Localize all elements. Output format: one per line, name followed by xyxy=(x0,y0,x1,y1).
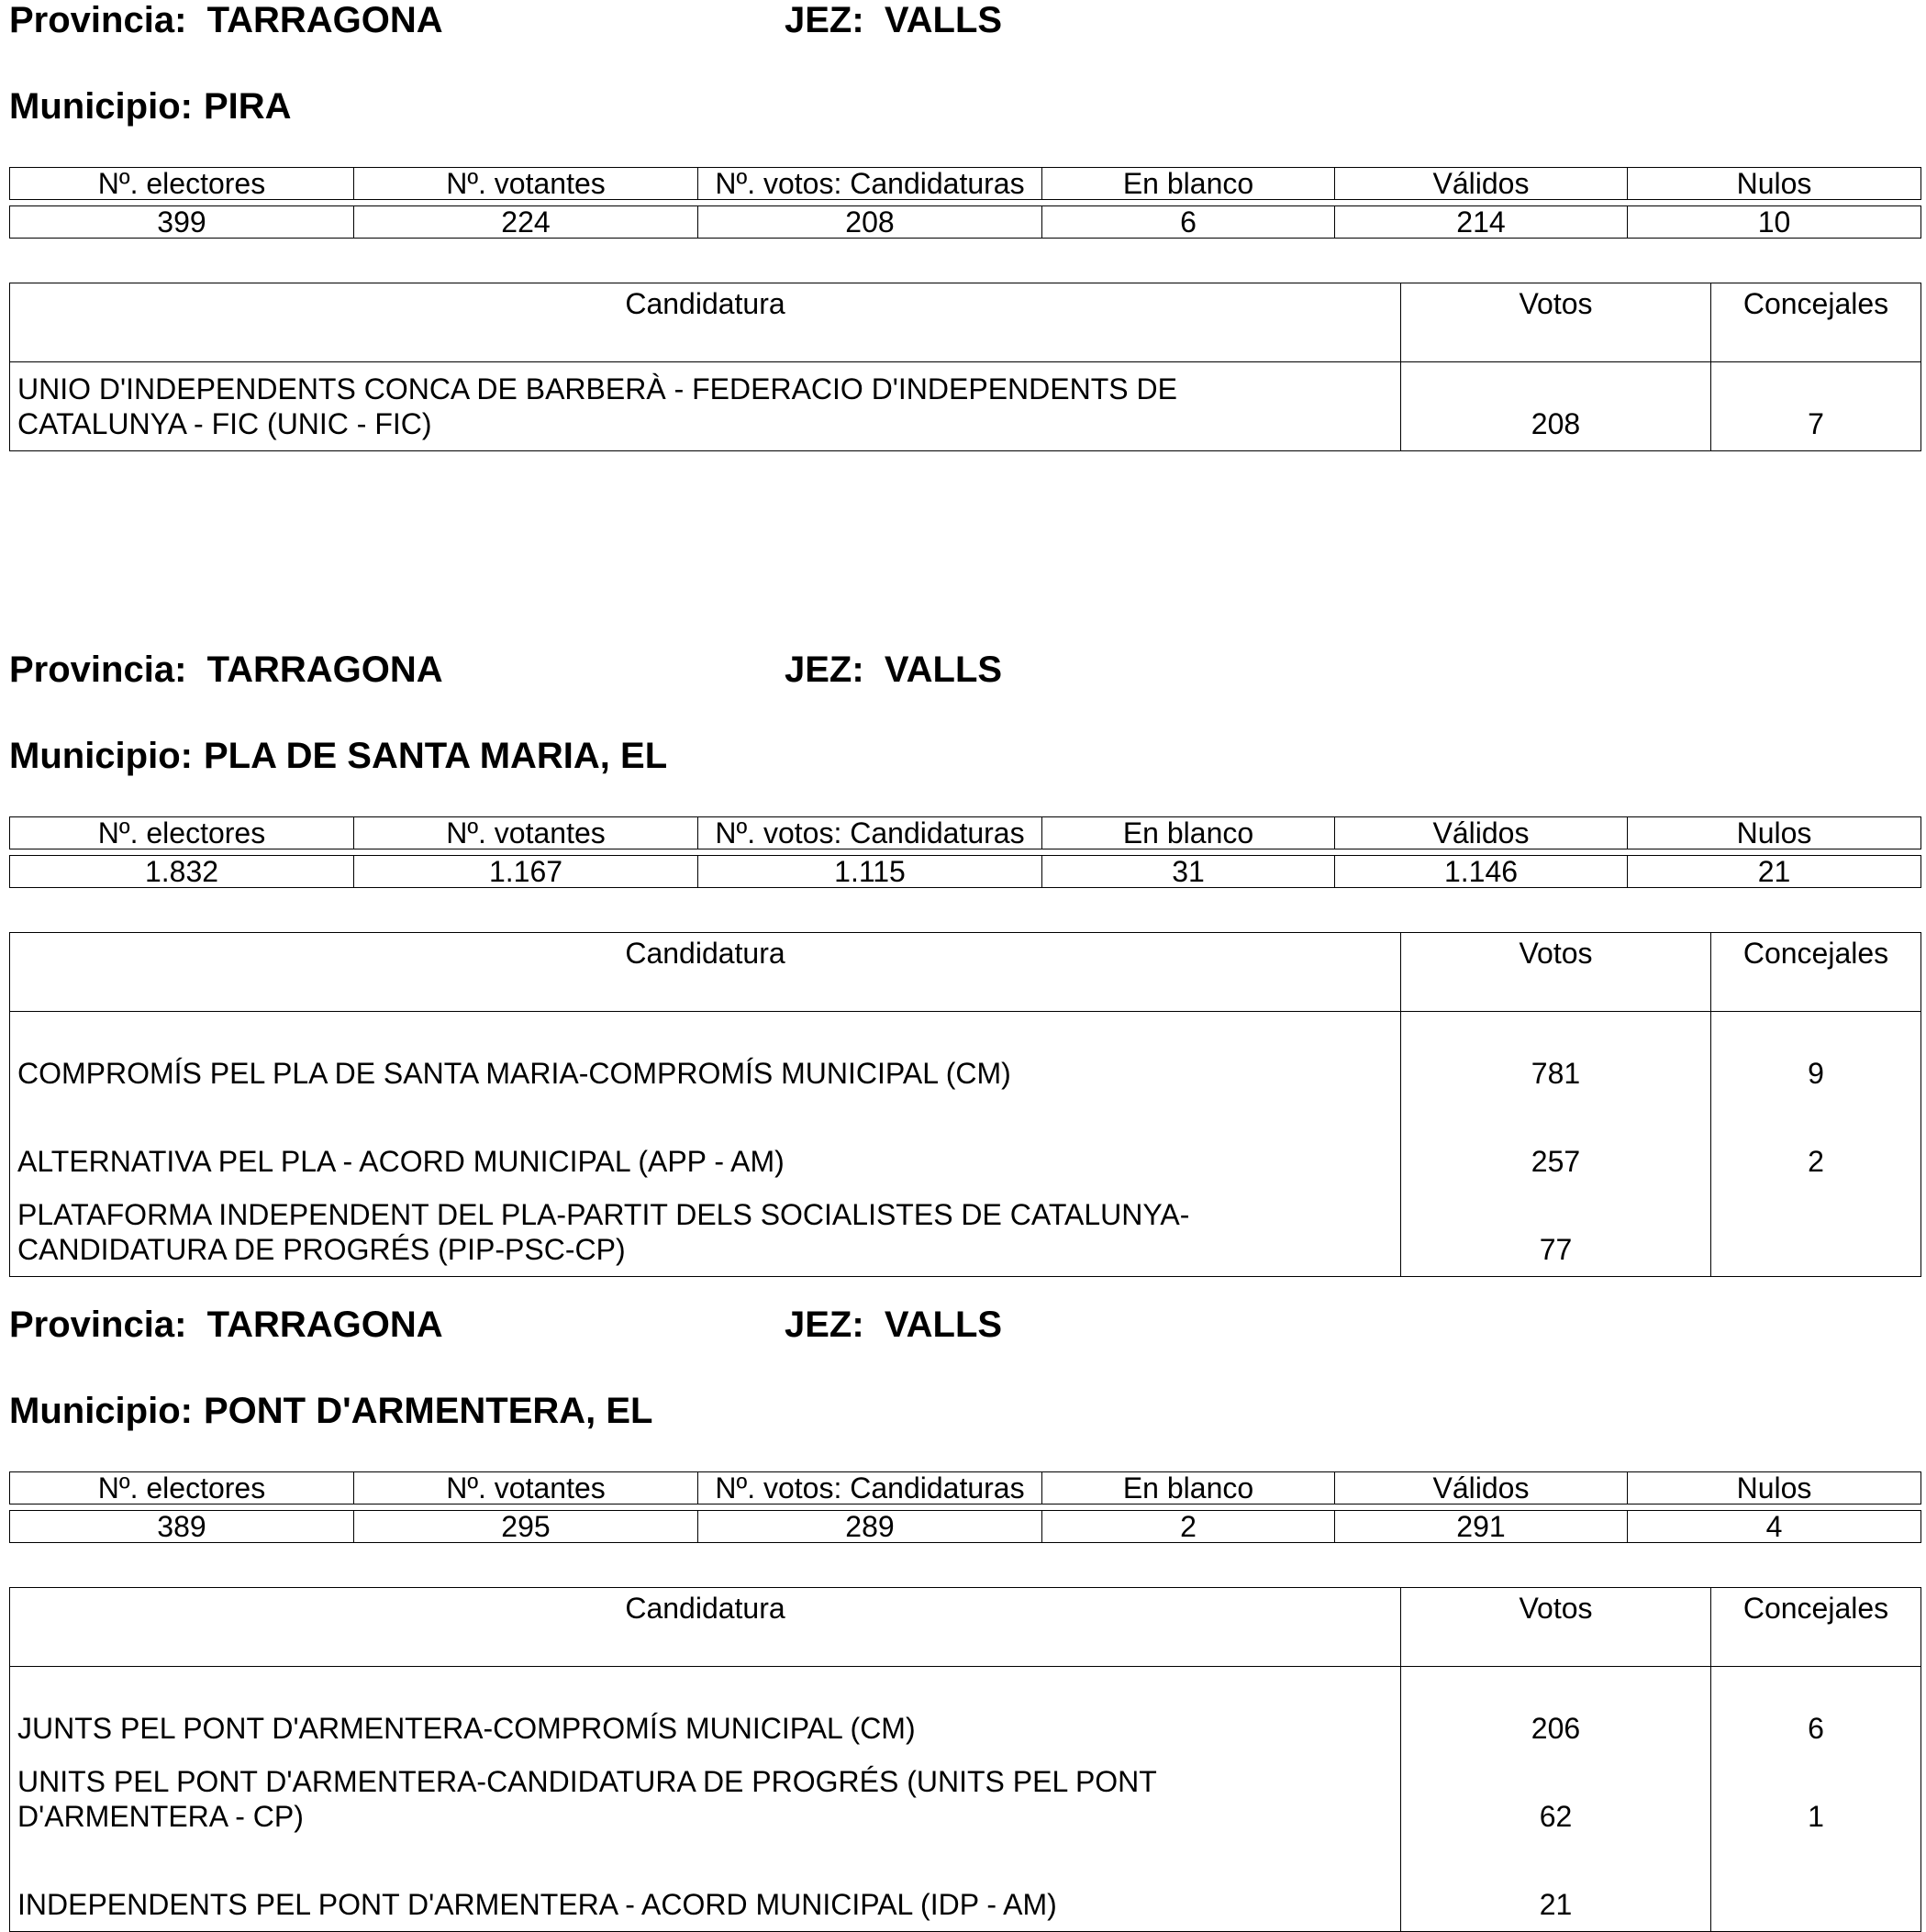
en-blanco-header: En blanco xyxy=(1042,1472,1335,1505)
municipio-heading xyxy=(9,736,1920,791)
candidatura-concejales: 9 xyxy=(1711,1012,1921,1101)
provincia-value: TARRAGONA xyxy=(206,0,443,40)
candidatura-name: ALTERNATIVA PEL PLA - ACORD MUNICIPAL (APP - AM) xyxy=(10,1100,1401,1188)
municipio-value: PIRA xyxy=(203,86,292,127)
jez-value: VALLS xyxy=(884,0,1003,40)
en-blanco-header: En blanco xyxy=(1042,168,1335,200)
candidaturas-header-row xyxy=(10,1588,1921,1667)
municipio-label: Municipio: xyxy=(9,86,193,127)
validos-header: Válidos xyxy=(1335,817,1628,849)
votos-candidaturas-value: 289 xyxy=(698,1511,1042,1543)
summary-value-row xyxy=(10,856,1921,888)
candidatura-name: INDEPENDENTS PEL PONT D'ARMENTERA - ACORD MUNICIPAL (IDP - AM) xyxy=(10,1843,1401,1932)
validos-header: Válidos xyxy=(1335,168,1628,200)
en-blanco-value: 2 xyxy=(1042,1511,1335,1543)
candidatura-votos: 77 xyxy=(1401,1188,1711,1277)
candidatura-concejales xyxy=(1711,1843,1921,1932)
candidatura-votos: 208 xyxy=(1401,362,1711,451)
concejales-header: Concejales xyxy=(1711,933,1921,1012)
jez-label: JEZ: xyxy=(785,650,864,690)
candidatura-row xyxy=(10,1755,1921,1843)
validos-value: 1.146 xyxy=(1335,856,1628,888)
candidatura-concejales xyxy=(1711,1188,1921,1277)
votantes-value: 1.167 xyxy=(354,856,698,888)
candidatura-name: PLATAFORMA INDEPENDENT DEL PLA-PARTIT DELS SOCIALISTES DE CATALUNYA- CANDIDATURA DE PROGRÉS (PIP-PSC-CP) xyxy=(10,1188,1401,1277)
jez-label: JEZ: xyxy=(785,0,864,40)
votos-header: Votos xyxy=(1401,1588,1711,1667)
votantes-header: Nº. votantes xyxy=(354,168,698,200)
municipality-section xyxy=(9,650,1920,1277)
summary-header-row xyxy=(10,168,1921,200)
votos-candidaturas-value: 208 xyxy=(698,206,1042,239)
municipality-section xyxy=(9,1305,1920,1932)
summary-table xyxy=(9,1471,1921,1543)
electores-header: Nº. electores xyxy=(10,1472,354,1505)
candidatura-concejales: 6 xyxy=(1711,1667,1921,1756)
votos-candidaturas-value: 1.115 xyxy=(698,856,1042,888)
candidatura-row xyxy=(10,1843,1921,1932)
candidatura-row xyxy=(10,1188,1921,1277)
municipio-heading xyxy=(9,1391,1920,1446)
en-blanco-value: 31 xyxy=(1042,856,1335,888)
electores-header: Nº. electores xyxy=(10,817,354,849)
votos-header: Votos xyxy=(1401,933,1711,1012)
summary-value-row xyxy=(10,1511,1921,1543)
provincia-label: Provincia: xyxy=(9,0,187,40)
municipio-value: PLA DE SANTA MARIA, EL xyxy=(203,736,668,776)
nulos-header: Nulos xyxy=(1628,1472,1921,1505)
municipality-section xyxy=(9,0,1920,451)
summary-header-row xyxy=(10,817,1921,849)
votantes-header: Nº. votantes xyxy=(354,1472,698,1505)
municipio-label: Municipio: xyxy=(9,736,193,776)
candidatura-votos: 257 xyxy=(1401,1100,1711,1188)
concejales-header: Concejales xyxy=(1711,283,1921,362)
validos-value: 291 xyxy=(1335,1511,1628,1543)
nulos-value: 21 xyxy=(1628,856,1921,888)
electores-value: 399 xyxy=(10,206,354,239)
candidatura-row xyxy=(10,362,1921,451)
provincia-value: TARRAGONA xyxy=(206,1305,443,1345)
nulos-value: 10 xyxy=(1628,206,1921,239)
candidaturas-header-row xyxy=(10,283,1921,362)
electores-value: 1.832 xyxy=(10,856,354,888)
electores-header: Nº. electores xyxy=(10,168,354,200)
nulos-value: 4 xyxy=(1628,1511,1921,1543)
candidatura-name: JUNTS PEL PONT D'ARMENTERA-COMPROMÍS MUNICIPAL (CM) xyxy=(10,1667,1401,1756)
votos-header: Votos xyxy=(1401,283,1711,362)
candidatura-votos: 781 xyxy=(1401,1012,1711,1101)
candidatura-votos: 62 xyxy=(1401,1755,1711,1843)
candidatura-concejales: 1 xyxy=(1711,1755,1921,1843)
province-header xyxy=(9,0,1920,55)
candidatura-header: Candidatura xyxy=(10,1588,1401,1667)
nulos-header: Nulos xyxy=(1628,817,1921,849)
candidatura-name: UNIO D'INDEPENDENTS CONCA DE BARBERÀ - FEDERACIO D'INDEPENDENTS DE CATALUNYA - FIC (UNIC - FIC) xyxy=(10,362,1401,451)
candidatura-votos: 21 xyxy=(1401,1843,1711,1932)
jez-value: VALLS xyxy=(884,1305,1003,1345)
electores-value: 389 xyxy=(10,1511,354,1543)
candidatura-name: UNITS PEL PONT D'ARMENTERA-CANDIDATURA DE PROGRÉS (UNITS PEL PONT D'ARMENTERA - CP) xyxy=(10,1755,1401,1843)
summary-table xyxy=(9,816,1921,888)
candidaturas-table xyxy=(9,1587,1921,1932)
municipio-heading xyxy=(9,86,1920,141)
votos-candidaturas-header: Nº. votos: Candidaturas xyxy=(698,1472,1042,1505)
provincia-label: Provincia: xyxy=(9,650,187,690)
summary-value-row xyxy=(10,206,1921,239)
votantes-value: 224 xyxy=(354,206,698,239)
concejales-header: Concejales xyxy=(1711,1588,1921,1667)
province-header xyxy=(9,650,1920,705)
candidaturas-header-row xyxy=(10,933,1921,1012)
municipio-value: PONT D'ARMENTERA, EL xyxy=(203,1391,653,1431)
votos-candidaturas-header: Nº. votos: Candidaturas xyxy=(698,168,1042,200)
candidatura-row xyxy=(10,1100,1921,1188)
summary-header-row xyxy=(10,1472,1921,1505)
en-blanco-value: 6 xyxy=(1042,206,1335,239)
validos-header: Válidos xyxy=(1335,1472,1628,1505)
summary-table xyxy=(9,167,1921,239)
candidatura-header: Candidatura xyxy=(10,283,1401,362)
candidaturas-table xyxy=(9,283,1921,451)
jez-label: JEZ: xyxy=(785,1305,864,1345)
candidatura-concejales: 7 xyxy=(1711,362,1921,451)
candidatura-row xyxy=(10,1012,1921,1101)
provincia-value: TARRAGONA xyxy=(206,650,443,690)
validos-value: 214 xyxy=(1335,206,1628,239)
candidatura-name: COMPROMÍS PEL PLA DE SANTA MARIA-COMPROMÍS MUNICIPAL (CM) xyxy=(10,1012,1401,1101)
candidatura-row xyxy=(10,1667,1921,1756)
nulos-header: Nulos xyxy=(1628,168,1921,200)
votos-candidaturas-header: Nº. votos: Candidaturas xyxy=(698,817,1042,849)
candidaturas-table xyxy=(9,932,1921,1277)
votantes-value: 295 xyxy=(354,1511,698,1543)
candidatura-header: Candidatura xyxy=(10,933,1401,1012)
provincia-label: Provincia: xyxy=(9,1305,187,1345)
jez-value: VALLS xyxy=(884,650,1003,690)
province-header xyxy=(9,1305,1920,1360)
candidatura-votos: 206 xyxy=(1401,1667,1711,1756)
votantes-header: Nº. votantes xyxy=(354,817,698,849)
en-blanco-header: En blanco xyxy=(1042,817,1335,849)
candidatura-concejales: 2 xyxy=(1711,1100,1921,1188)
municipio-label: Municipio: xyxy=(9,1391,193,1431)
